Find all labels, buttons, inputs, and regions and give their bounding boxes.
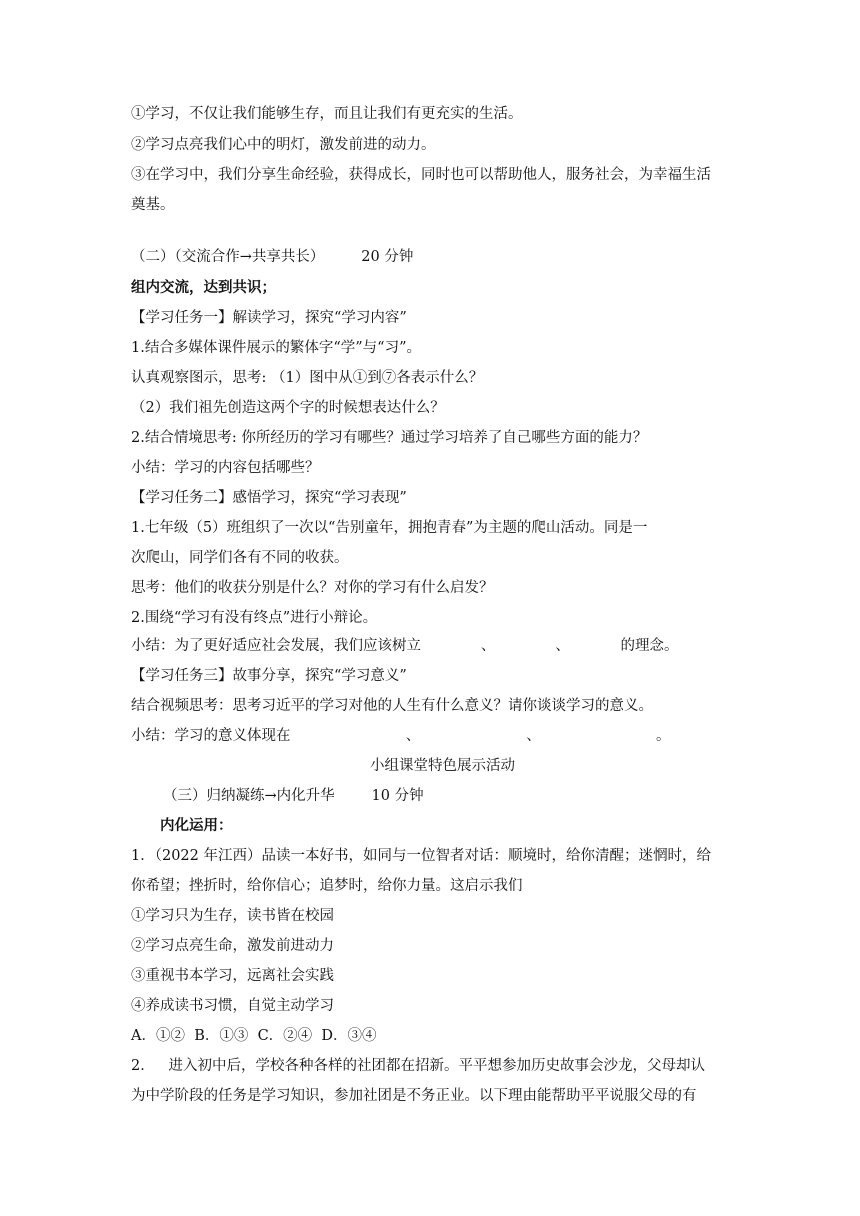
- text-line: 次爬山，同学们各有不同的收获。: [131, 550, 349, 566]
- bold-label: 内化运用：: [160, 817, 233, 834]
- text-line: ①学习，不仅让我们能够生存，而且让我们有更充实的生活。: [131, 106, 523, 122]
- option-line: ①学习只为生存，读书皆在校园: [131, 908, 334, 924]
- text-line: 2.结合情境思考: 你所经历的学习有哪些？通过学习培养了自己哪些方面的能力？: [131, 430, 648, 446]
- option-line: ④养成读书习惯，自觉主动学习: [131, 998, 334, 1014]
- activity-title: 小组课堂特色展示活动: [370, 758, 515, 774]
- text-line: 认真观察图示，思考: （1）图中从①到⑦各表示什么？: [131, 370, 484, 386]
- question-text: 2． 进入初中后，学校各种各样的社团都在招新。平平想参加历史故事会沙龙，父母却认: [131, 1058, 706, 1074]
- section-heading: （三）归纳凝练→内化升华 10 分钟: [163, 788, 424, 804]
- text-line: ②学习点亮我们心中的明灯，激发前进的动力。: [131, 137, 436, 153]
- text-line: （2）我们祖先创造这两个字的时候想表达什么？: [131, 400, 445, 416]
- question-text: 为中学阶段的任务是学习知识，参加社团是不务正业。以下理由能帮助平平说服父母的有: [131, 1088, 697, 1104]
- section-heading: （二）（交流合作→共享共长） 20 分钟: [131, 249, 414, 265]
- question-text: 1．（2022 年江西）品读一本好书，如同与一位智者对话：顺境时，给你清醒；迷惘时，给: [131, 848, 711, 864]
- text-line: ③在学习中，我们分享生命经验，获得成长，同时也可以帮助他人，服务社会，为幸福生活: [131, 167, 711, 183]
- text-line: 1.七年级（5）班组织了一次以“告别童年，拥抱青春”为主题的爬山活动。同是一: [131, 520, 648, 536]
- text-line: 1.结合多媒体课件展示的繁体字“学”与“习”。: [131, 340, 421, 356]
- task-heading: 【学习任务二】感悟学习，探究“学习表现”: [131, 490, 407, 506]
- summary-line: 小结：为了更好适应社会发展，我们应该树立 、 、 的理念。: [131, 638, 679, 654]
- question-text: 你希望；挫折时，给你信心；追梦时，给你力量。这启示我们: [131, 878, 523, 894]
- summary-line: 小结：学习的意义体现在 、 、 。: [131, 728, 671, 744]
- bold-label: 组内交流，达到共识；: [131, 279, 276, 296]
- option-line: ②学习点亮生命，激发前进动力: [131, 938, 334, 954]
- text-line: 奠基。: [131, 197, 175, 213]
- task-heading: 【学习任务一】解读学习，探究“学习内容”: [131, 310, 407, 326]
- summary-line: 小结：学习的内容包括哪些？: [131, 460, 320, 476]
- text-line: 结合视频思考：思考习近平的学习对他的人生有什么意义？请你谈谈学习的意义。: [131, 698, 653, 714]
- option-line: ③重视书本学习，远离社会实践: [131, 968, 334, 984]
- task-heading: 【学习任务三】故事分享，探究“学习意义”: [131, 668, 407, 684]
- answer-choices: A．①② B．①③ C．②④ D．③④: [131, 1028, 377, 1044]
- text-line: 2.围绕“学习有没有终点”进行小辩论。: [131, 610, 378, 626]
- text-line: 思考：他们的收获分别是什么？对你的学习有什么启发？: [131, 580, 494, 596]
